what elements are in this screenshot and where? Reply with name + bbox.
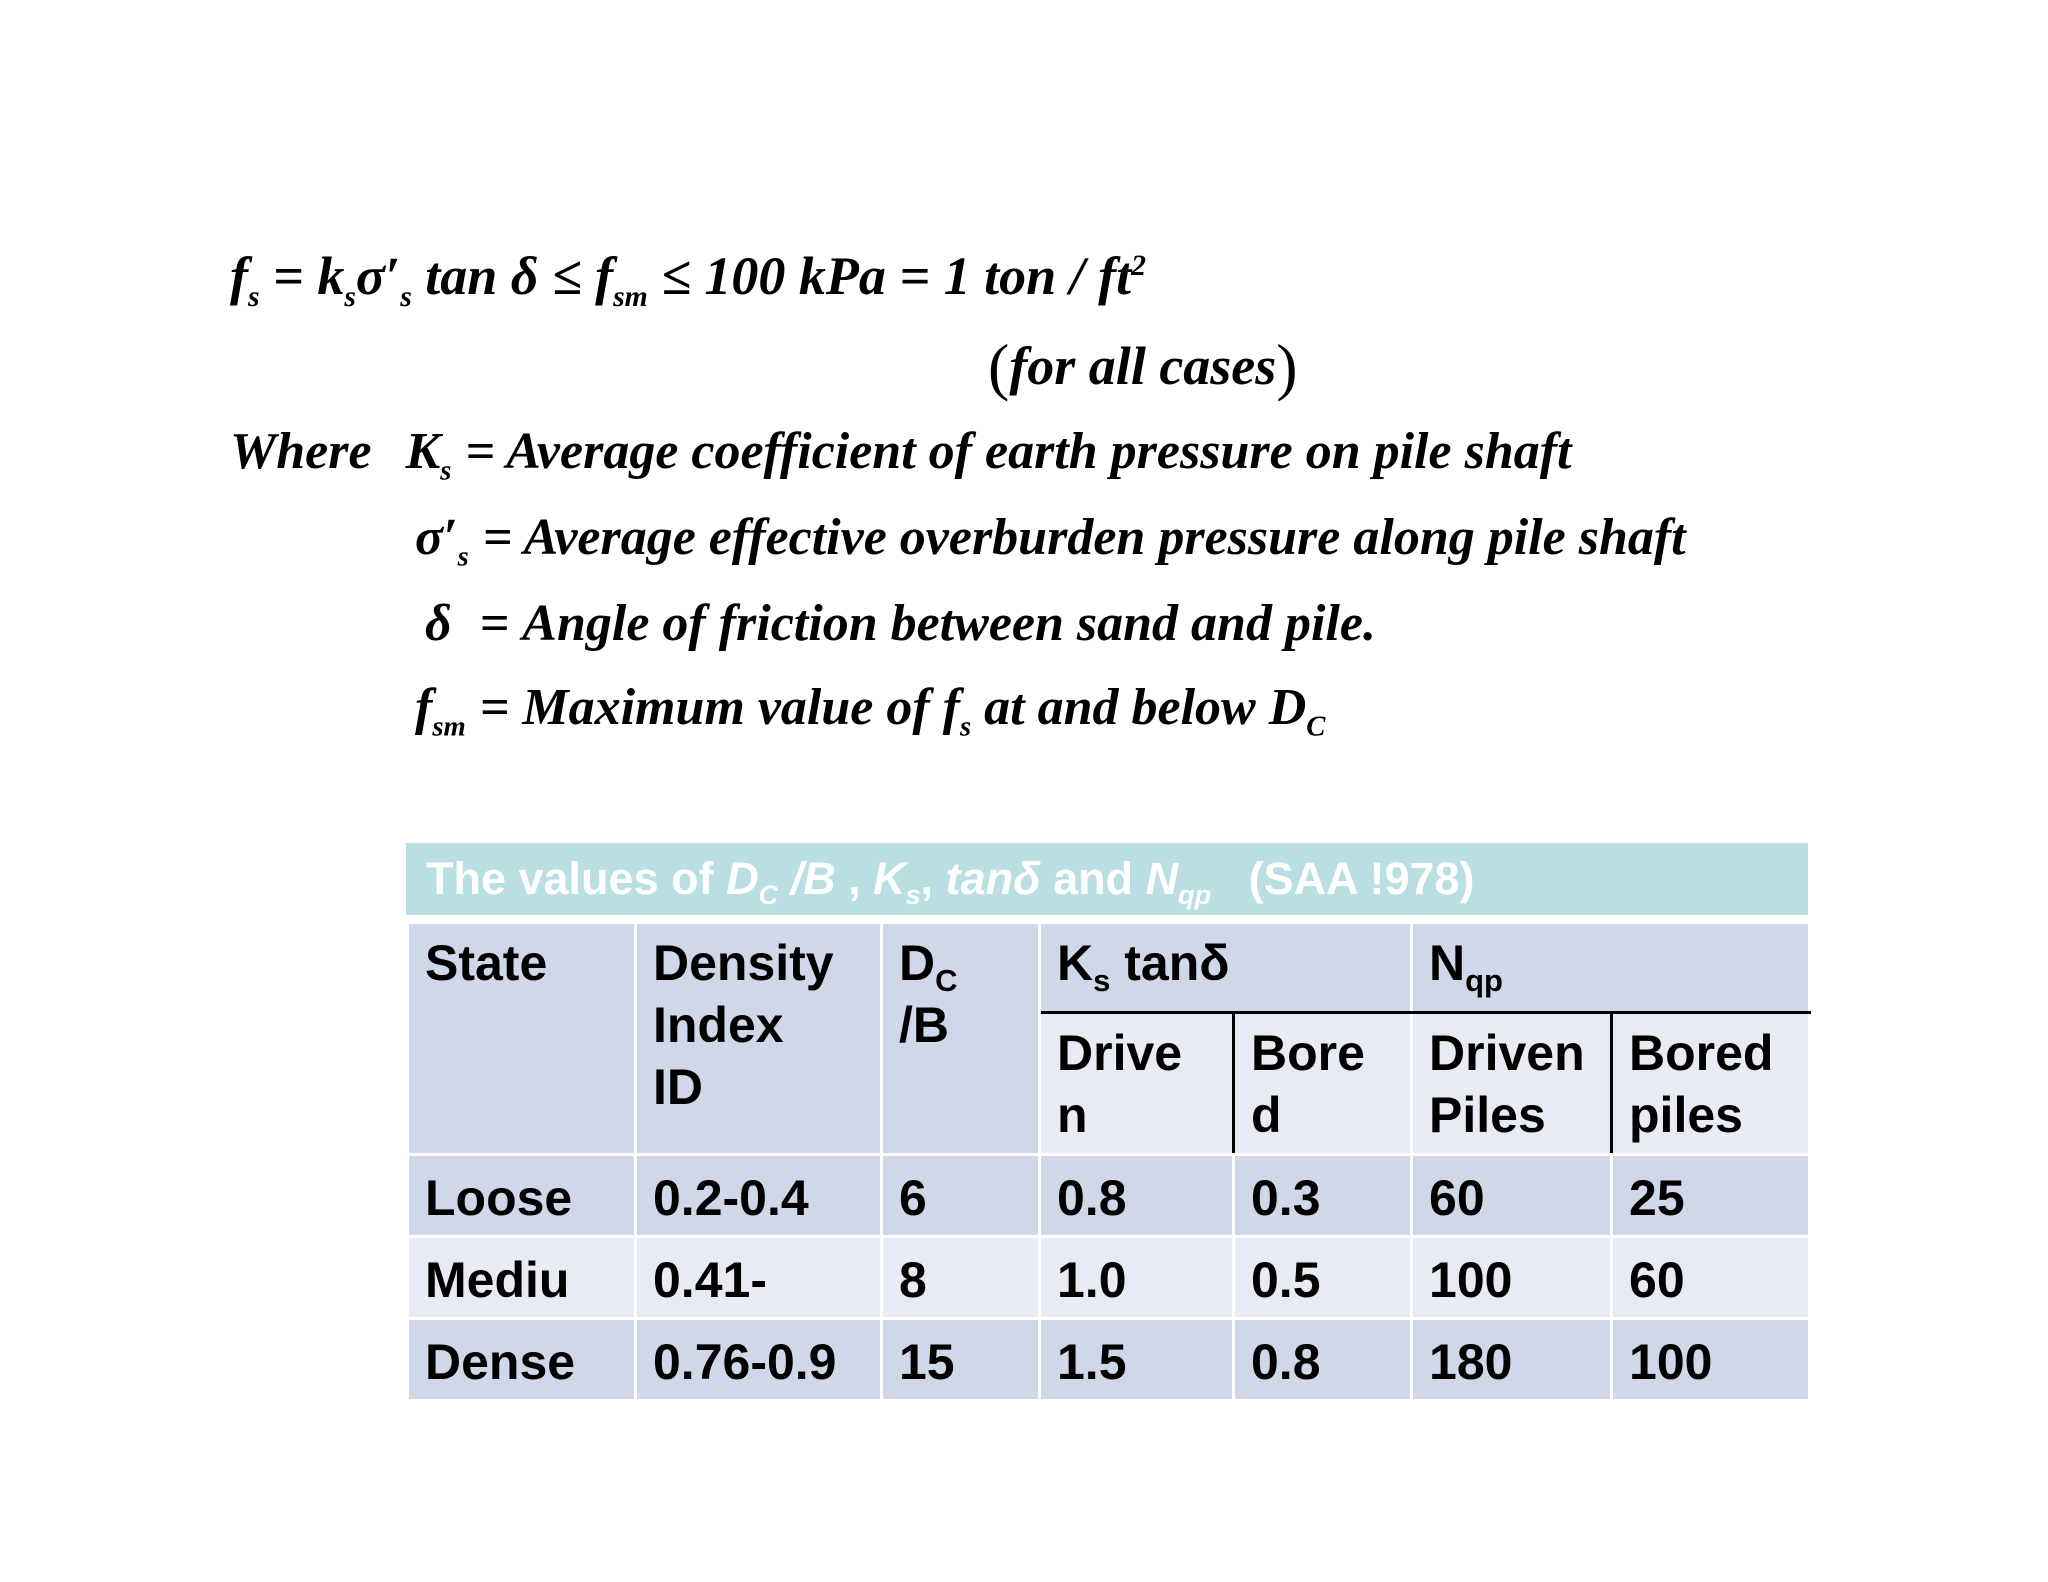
cell-dcb: 15 <box>882 1319 1040 1401</box>
table-row <box>408 1237 1810 1319</box>
delta-text: = Angle of friction between sand and pile. <box>479 595 1376 652</box>
table-caption <box>406 843 1808 915</box>
close-paren: ) <box>1276 331 1298 402</box>
shaft-friction-formula <box>230 245 1146 313</box>
caption-and: and <box>1040 853 1146 904</box>
definition-fsm <box>415 678 1326 743</box>
formula-lhs-sub: s <box>247 280 260 313</box>
cell-nqp-driven: 180 <box>1412 1319 1612 1401</box>
sigma-symbol: σ′ <box>415 509 458 566</box>
header-state: State <box>408 923 636 1155</box>
fsm-symbol-sub: sm <box>432 711 466 743</box>
definition-ks <box>230 422 1572 487</box>
caption-start: The values of <box>426 853 727 904</box>
fsm-text-sub: s <box>960 711 972 743</box>
cell-dcb: 8 <box>882 1237 1040 1319</box>
header-nqp <box>1412 923 1810 1013</box>
table-header-row <box>408 923 1810 1013</box>
caption-nqp: N <box>1145 853 1179 904</box>
header-density: Density Index ID <box>636 923 882 1155</box>
header-dc-main: D <box>899 935 936 991</box>
fsm-symbol: f <box>415 679 433 736</box>
header-ks-main: K <box>1057 935 1094 991</box>
formula-fsm-sub: sm <box>613 280 648 313</box>
fsm-text2: at and below D <box>971 679 1307 736</box>
cell-nqp-bored: 100 <box>1612 1319 1810 1401</box>
caption-comma-2: , <box>920 853 946 904</box>
sigma-text: = Average effective overburden pressure along pile shaft <box>482 509 1686 566</box>
cell-state: Loose <box>408 1155 636 1237</box>
subheader-nqp-bored: Bored piles <box>1612 1013 1810 1155</box>
cell-density: 0.76-0.9 <box>636 1319 882 1401</box>
header-ks-tan <box>1040 923 1412 1013</box>
cell-nqp-bored: 25 <box>1612 1155 1810 1237</box>
formula-k-sub: s <box>344 280 356 313</box>
table-row <box>408 1319 1810 1401</box>
caption-tan: tanδ <box>945 853 1041 904</box>
header-dc-tail: /B <box>899 997 949 1053</box>
cell-state: Mediu <box>408 1237 636 1319</box>
caption-comma-1: , <box>835 853 874 904</box>
cell-ks-bored: 0.8 <box>1234 1319 1412 1401</box>
caption-b: /B <box>778 853 836 904</box>
delta-symbol: δ <box>425 595 452 652</box>
cases-text: for all cases <box>1009 336 1277 396</box>
formula-tan: tan δ ≤ f <box>411 246 614 306</box>
formula-rhs: ≤ 100 kPa = 1 ton / ft <box>647 246 1132 306</box>
header-nqp-main: N <box>1429 935 1466 991</box>
formula-rhs-sup: 2 <box>1131 250 1146 282</box>
subheader-ks-driven: Drive n <box>1040 1013 1234 1155</box>
formula-sigma-sub: s <box>400 280 412 313</box>
values-table-block <box>406 843 1808 1402</box>
header-ks-sub: s <box>1093 963 1111 998</box>
cell-ks-driven: 0.8 <box>1040 1155 1234 1237</box>
caption-source: (SAA !978) <box>1211 853 1475 904</box>
formula-eq: = k <box>259 246 345 306</box>
where-label: Where <box>230 423 372 480</box>
cell-nqp-driven: 100 <box>1412 1237 1612 1319</box>
caption-nqp-sub: qp <box>1178 880 1212 910</box>
ks-symbol: K <box>405 423 441 480</box>
cell-ks-driven: 1.5 <box>1040 1319 1234 1401</box>
subheader-ks-bored: Bore d <box>1234 1013 1412 1155</box>
cell-nqp-driven: 60 <box>1412 1155 1612 1237</box>
ks-text: = Average coefficient of earth pressure on pile shaft <box>465 423 1572 480</box>
open-paren: ( <box>988 331 1010 402</box>
cell-ks-bored: 0.3 <box>1234 1155 1412 1237</box>
fsm-text: = Maximum value of f <box>479 679 960 736</box>
values-table <box>406 921 1811 1402</box>
cell-dcb: 6 <box>882 1155 1040 1237</box>
cell-state: Dense <box>408 1319 636 1401</box>
caption-ks: K <box>873 853 906 904</box>
header-ks-tail: tanδ <box>1110 935 1230 991</box>
sigma-symbol-sub: s <box>457 541 469 573</box>
caption-ks-sub: s <box>905 880 921 910</box>
header-dc-sub: C <box>935 963 958 998</box>
header-dcb <box>882 923 1040 1155</box>
formula-cases-note <box>988 330 1298 404</box>
caption-dc: D <box>726 853 759 904</box>
cell-nqp-bored: 60 <box>1612 1237 1810 1319</box>
ks-symbol-sub: s <box>440 455 452 487</box>
cell-density: 0.41- <box>636 1237 882 1319</box>
formula-lhs: f <box>230 246 248 306</box>
cell-density: 0.2-0.4 <box>636 1155 882 1237</box>
cell-ks-driven: 1.0 <box>1040 1237 1234 1319</box>
subheader-nqp-driven: Driven Piles <box>1412 1013 1612 1155</box>
definition-sigma <box>415 508 1686 573</box>
caption-dc-sub: C <box>758 880 779 910</box>
header-nqp-sub: qp <box>1465 963 1503 998</box>
definition-delta <box>425 594 1376 653</box>
formula-sigma: σ′ <box>355 246 401 306</box>
table-row <box>408 1155 1810 1237</box>
fsm-text2-sub: C <box>1306 711 1326 743</box>
cell-ks-bored: 0.5 <box>1234 1237 1412 1319</box>
